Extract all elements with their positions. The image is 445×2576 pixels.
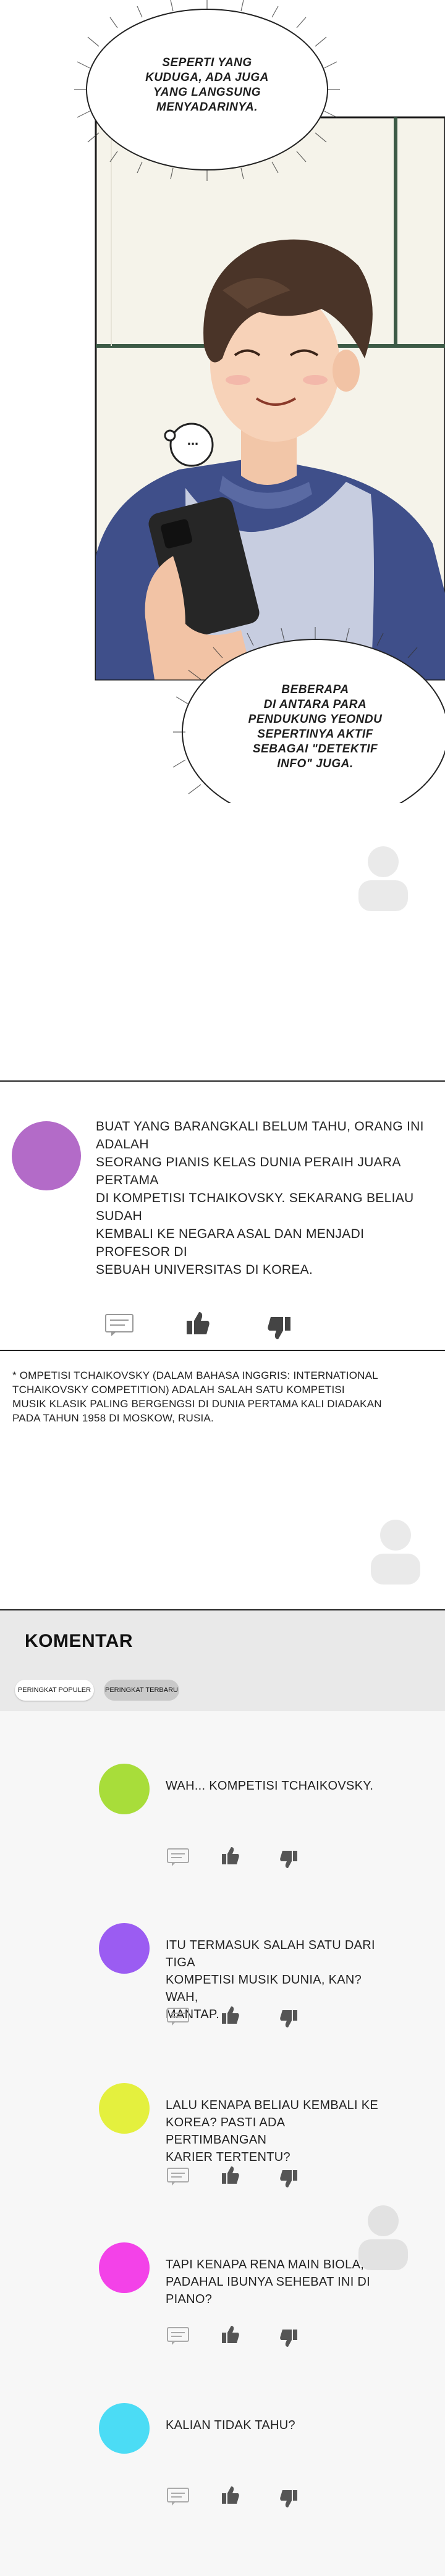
thumbs-down-icon[interactable] (277, 2008, 302, 2029)
comment-line: WAH... KOMPETISI TCHAIKOVSKY. (166, 1779, 374, 1793)
thumbs-down-icon[interactable] (267, 1315, 292, 1341)
comment-icon[interactable] (166, 2006, 190, 2027)
thumbs-down-icon[interactable] (277, 2327, 302, 2348)
bubble-line: YANG LANGSUNG (153, 86, 261, 99)
comment-line: LALU KENAPA BELIAU KEMBALI KE (166, 2098, 379, 2112)
thumbs-up-icon[interactable] (185, 1311, 210, 1337)
comment-line: ITU TERMASUK SALAH SATU DARI TIGA (166, 1938, 375, 1969)
bubble-line: BEBERAPA (281, 683, 349, 696)
tab-newest[interactable]: PERINGKAT TERBARU (104, 1680, 179, 1701)
comment-avatar (99, 2403, 150, 2454)
post-line: KEMBALI KE NEGARA ASAL DAN MENJADI PROFESOR DI (96, 1227, 365, 1259)
thought-mark: ... (187, 432, 199, 448)
comment-text (166, 1777, 388, 1795)
post-body (96, 1118, 442, 1279)
comment-avatar (99, 2083, 150, 2134)
thumbs-up-icon[interactable] (219, 1846, 244, 1867)
thumbs-down-icon[interactable] (277, 2488, 302, 2509)
post-divider-top (0, 1080, 445, 1082)
comment-line: MANTAP. (166, 2008, 219, 2021)
speech-bubble-bottom (229, 683, 402, 772)
comment-avatar (99, 2242, 150, 2293)
thumbs-up-icon[interactable] (219, 2005, 244, 2026)
comment-icon[interactable] (166, 2486, 190, 2507)
post-line: BUAT YANG BARANGKALI BELUM TAHU, ORANG INI ADALAH (96, 1119, 424, 1151)
comment-line: PIANO? (166, 2292, 213, 2306)
bubble-line: PENDUKUNG YEONDU (248, 713, 383, 726)
comment-line: PADAHAL IBUNYA SEHEBAT INI DI (166, 2275, 371, 2289)
watermark-icon (358, 1513, 433, 1588)
comment-text (166, 2097, 388, 2166)
comment-avatar (99, 1923, 150, 1974)
comment-icon[interactable] (166, 2166, 190, 2187)
post-line: SEBUAH UNIVERSITAS DI KOREA. (96, 1263, 313, 1277)
comment-line: KARIER TERTENTU? (166, 2150, 290, 2164)
post-line: DI KOMPETISI TCHAIKOVSKY. SEKARANG BELIAU SUDAH (96, 1191, 414, 1223)
comment-line: TAPI KENAPA RENA MAIN BIOLA, (166, 2258, 365, 2271)
bubble-line: INFO" JUGA. (277, 757, 354, 770)
footnote-line: PADA TAHUN 1958 DI MOSKOW, RUSIA. (12, 1412, 214, 1424)
post-line: SEORANG PIANIS KELAS DUNIA PERAIH JUARA PERTAMA (96, 1155, 400, 1187)
post-divider-bottom (0, 1350, 445, 1351)
bubble-line: KUDUGA, ADA JUGA (145, 71, 269, 84)
thumbs-up-icon[interactable] (219, 2325, 244, 2346)
thumbs-down-icon[interactable] (277, 2168, 302, 2189)
speech-bubble-top (114, 56, 300, 115)
footnote-line: TCHAIKOVSKY COMPETITION) ADALAH SALAH SATU KOMPETISI (12, 1384, 345, 1395)
bubble-line: MENYADARINYA. (156, 101, 258, 114)
comment-line: KOREA? PASTI ADA PERTIMBANGAN (166, 2116, 285, 2147)
comment-line: KOMPETISI MUSIK DUNIA, KAN? WAH, (166, 1973, 362, 2004)
comment-line: KALIAN TIDAK TAHU? (166, 2418, 295, 2432)
bubble-line: SEPERTI YANG (162, 56, 252, 69)
bubble-line: SEPERTINYA AKTIF (257, 728, 373, 741)
manga-panel (0, 0, 445, 803)
bubble-line: SEBAGAI "DETEKTIF (252, 743, 378, 756)
comment-avatar (99, 1764, 150, 1814)
thumbs-up-icon[interactable] (219, 2485, 244, 2506)
footnote (12, 1368, 439, 1425)
watermark-icon (346, 840, 420, 914)
comments-title: KOMENTAR (25, 1631, 134, 1651)
thumbs-down-icon[interactable] (277, 1848, 302, 1869)
comment-icon[interactable] (166, 1847, 190, 1868)
thumbs-up-icon[interactable] (219, 2165, 244, 2186)
post-avatar (12, 1121, 81, 1190)
footnote-line: MUSIK KLASIK PALING BERGENGSI DI DUNIA PERTAMA KALI DIADAKAN (12, 1398, 382, 1410)
comment-text (166, 2417, 388, 2434)
footnote-line: * OMPETISI TCHAIKOVSKY (DALAM BAHASA INGGRIS: INTERNATIONAL (12, 1370, 378, 1381)
bubble-line: DI ANTARA PARA (263, 698, 367, 711)
tab-popular[interactable]: PERINGKAT POPULER (15, 1680, 94, 1701)
comment-icon[interactable] (104, 1313, 135, 1337)
comment-icon[interactable] (166, 2326, 190, 2347)
watermark-icon (346, 2199, 420, 2273)
